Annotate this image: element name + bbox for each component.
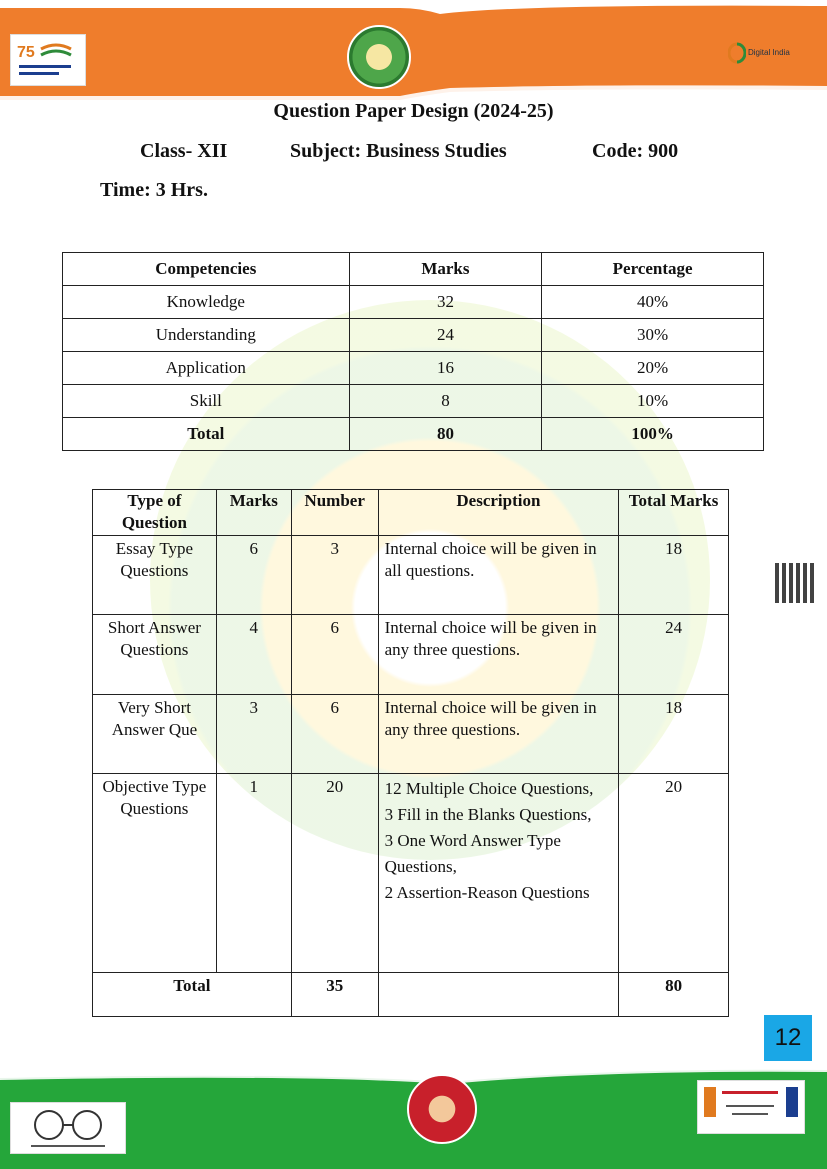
competency-marks: 16	[349, 352, 542, 385]
question-type: Very Short Answer Que	[93, 695, 217, 774]
digital-india-logo	[728, 40, 798, 68]
code-label: Code: 900	[592, 140, 679, 162]
azadi-ka-amrit-mahotsav-logo	[10, 34, 86, 86]
question-number: 6	[291, 695, 378, 774]
digital-india-label: Digital India	[748, 48, 790, 57]
competency-percentage: 40%	[542, 286, 764, 319]
question-number: 20	[291, 774, 378, 973]
class-label: Class- XII	[140, 140, 228, 162]
header-percentage: Percentage	[542, 253, 764, 286]
competency-name: Knowledge	[63, 286, 350, 319]
header-band	[0, 0, 827, 105]
table-row	[63, 319, 764, 352]
header-total-marks: Total Marks	[619, 490, 729, 536]
header-number: Number	[291, 490, 378, 536]
qr-code-icon	[775, 563, 815, 603]
question-total: 18	[619, 536, 729, 615]
header-marks: Marks	[349, 253, 542, 286]
competency-name: Understanding	[63, 319, 350, 352]
page-title: Question Paper Design (2024-25)	[273, 100, 554, 122]
question-marks: 3	[216, 695, 291, 774]
table-row	[63, 352, 764, 385]
competency-percentage: 10%	[542, 385, 764, 418]
competency-marks: 8	[349, 385, 542, 418]
time-label: Time: 3 Hrs.	[100, 179, 208, 201]
table-row	[93, 774, 729, 973]
question-description: Internal choice will be given in any three questions.	[378, 695, 619, 774]
question-type: Objective Type Questions	[93, 774, 217, 973]
objective-description	[378, 774, 619, 973]
question-marks: 4	[216, 615, 291, 695]
objective-line: 2 Assertion-Reason Questions	[384, 883, 590, 902]
header-competencies: Competencies	[63, 253, 350, 286]
table-row	[63, 385, 764, 418]
total-label: Total	[93, 973, 292, 1017]
competency-percentage: 30%	[542, 319, 764, 352]
header-description: Description	[378, 490, 619, 536]
header-marks: Marks	[216, 490, 291, 536]
table-row	[63, 286, 764, 319]
question-number: 3	[291, 536, 378, 615]
question-total-row	[93, 973, 729, 1017]
page-number: 12	[764, 1015, 812, 1061]
swachh-bharat-logo	[10, 1102, 126, 1154]
question-description: Internal choice will be given in any three questions.	[378, 615, 619, 695]
competency-marks: 24	[349, 319, 542, 352]
question-description: Internal choice will be given in all questions.	[378, 536, 619, 615]
board-emblem-icon	[347, 25, 411, 89]
competency-header-row	[63, 253, 764, 286]
table-row	[93, 536, 729, 615]
question-total: 24	[619, 615, 729, 695]
question-marks: 1	[216, 774, 291, 973]
question-design-table	[92, 489, 729, 1017]
competency-name: Application	[63, 352, 350, 385]
competency-total-row	[63, 418, 764, 451]
table-row	[93, 695, 729, 774]
shiksha-ka-adhikar-logo	[697, 1080, 805, 1134]
competency-marks: 32	[349, 286, 542, 319]
competency-percentage: 20%	[542, 352, 764, 385]
competency-name: Skill	[63, 385, 350, 418]
beti-bachao-emblem-icon	[407, 1074, 477, 1144]
total-label: Total	[63, 418, 350, 451]
table-row	[93, 615, 729, 695]
total-marks: 80	[349, 418, 542, 451]
question-total: 20	[619, 774, 729, 973]
total-number: 35	[291, 973, 378, 1017]
header-type-of-question: Type of Question	[93, 490, 217, 536]
total-marks: 80	[619, 973, 729, 1017]
question-type: Essay Type Questions	[93, 536, 217, 615]
question-header-row	[93, 490, 729, 536]
question-marks: 6	[216, 536, 291, 615]
question-type: Short Answer Questions	[93, 615, 217, 695]
question-total: 18	[619, 695, 729, 774]
subject-label: Subject: Business Studies	[290, 140, 507, 162]
total-description-empty	[378, 973, 619, 1017]
objective-line: 12 Multiple Choice Questions,	[384, 779, 594, 798]
objective-line: 3 One Word Answer Type Questions,	[384, 831, 561, 876]
svg-text:75: 75	[17, 44, 35, 61]
question-number: 6	[291, 615, 378, 695]
total-percentage: 100%	[542, 418, 764, 451]
competency-table	[62, 252, 764, 451]
objective-line: 3 Fill in the Blanks Questions,	[384, 805, 592, 824]
